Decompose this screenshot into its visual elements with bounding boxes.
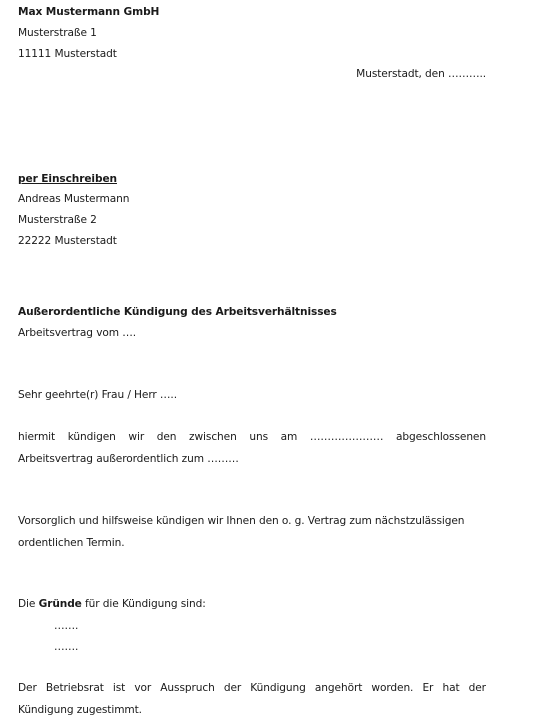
word: der bbox=[223, 682, 242, 694]
sender-city: 11111 Musterstadt bbox=[18, 48, 117, 60]
recipient-street: Musterstraße 2 bbox=[18, 214, 97, 226]
reasons-heading bbox=[18, 597, 206, 611]
word: uns bbox=[249, 431, 268, 443]
word: angehört bbox=[314, 682, 363, 694]
word: der bbox=[468, 682, 486, 694]
place-date: Musterstadt, den ……….. bbox=[356, 68, 486, 80]
word: Ausspruch bbox=[160, 682, 215, 694]
recipient-city: 22222 Musterstadt bbox=[18, 235, 117, 247]
reasons-emphasis: Gründe bbox=[38, 598, 82, 610]
paragraph-1-line-1 bbox=[18, 430, 486, 444]
sender-street: Musterstraße 1 bbox=[18, 27, 97, 39]
word: wir bbox=[128, 431, 145, 443]
word: Betriebsrat bbox=[45, 682, 104, 694]
reasons-prefix: Die bbox=[18, 598, 39, 610]
word: hat bbox=[442, 682, 460, 694]
reference-line: Arbeitsvertrag vom …. bbox=[18, 327, 136, 339]
salutation: Sehr geehrte(r) Frau / Herr ….. bbox=[18, 389, 177, 401]
word: ………………… bbox=[309, 431, 384, 443]
reason-item: ……. bbox=[54, 620, 79, 632]
delivery-method: per Einschreiben bbox=[18, 173, 117, 185]
reasons-suffix: für die Kündigung sind: bbox=[81, 598, 206, 610]
reason-item: ……. bbox=[54, 641, 79, 653]
word: kündigen bbox=[67, 431, 116, 443]
word: zwischen bbox=[189, 431, 237, 443]
sender-company: Max Mustermann GmbH bbox=[18, 6, 160, 18]
subject-line: Außerordentliche Kündigung des Arbeitsverhältnisses bbox=[18, 306, 337, 318]
paragraph-4-line-2: Kündigung zugestimmt. bbox=[18, 704, 142, 716]
paragraph-4-line-1 bbox=[18, 681, 486, 695]
word: den bbox=[156, 431, 177, 443]
word: Er bbox=[422, 682, 434, 694]
paragraph-2-line-1: Vorsorglich und hilfsweise kündigen wir Ihnen den o. g. Vertrag zum nächstzulässigen bbox=[18, 515, 465, 527]
word: Der bbox=[18, 682, 37, 694]
word: worden. bbox=[371, 682, 414, 694]
paragraph-1-line-2: Arbeitsvertrag außerordentlich zum ……… bbox=[18, 453, 239, 465]
word: Kündigung bbox=[250, 682, 306, 694]
word: hiermit bbox=[18, 431, 56, 443]
word: vor bbox=[134, 682, 152, 694]
recipient-name: Andreas Mustermann bbox=[18, 193, 130, 205]
word: ist bbox=[112, 682, 126, 694]
word: abgeschlossenen bbox=[396, 431, 486, 443]
word: am bbox=[280, 431, 298, 443]
paragraph-2-line-2: ordentlichen Termin. bbox=[18, 537, 125, 549]
